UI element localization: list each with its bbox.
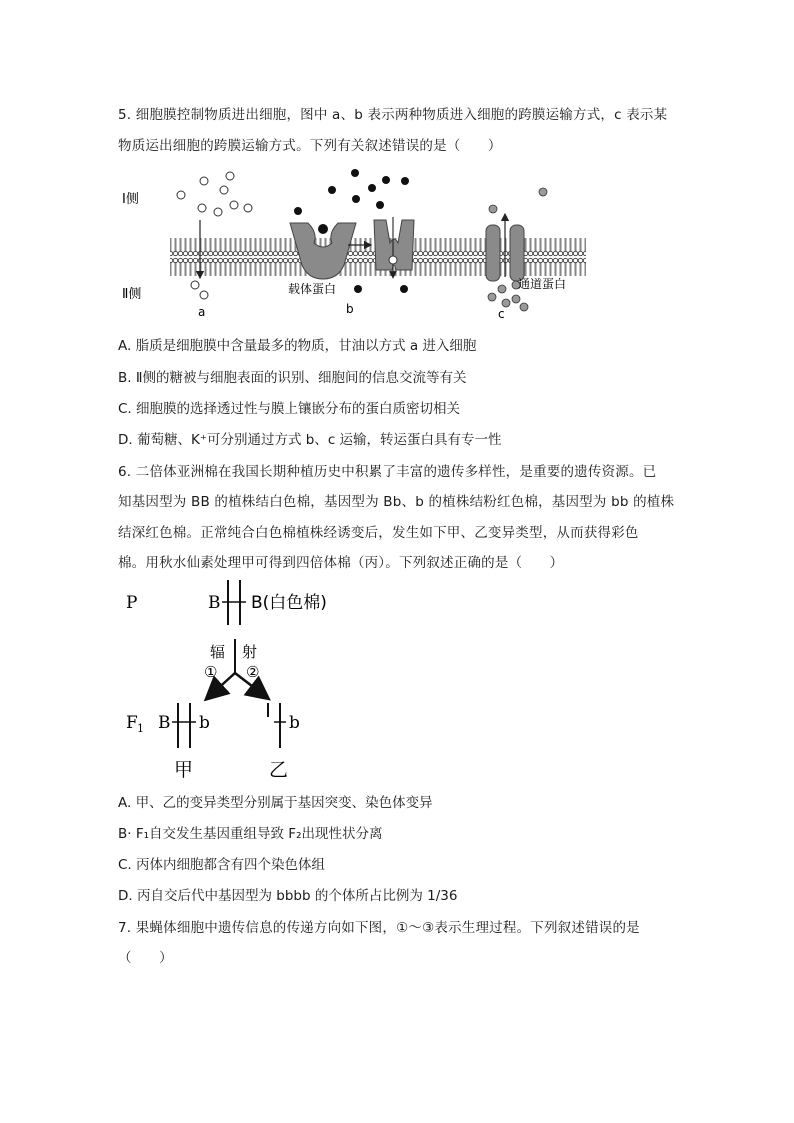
q6-option-c: C. 丙体内细胞都含有四个染色体组 — [118, 857, 326, 873]
path-1-label: ① — [204, 663, 218, 681]
q7-stem-line2: （ ） — [118, 950, 173, 966]
side-2-label: Ⅱ侧 — [122, 287, 142, 302]
q6-option-a: A. 甲、乙的变异类型分别属于基因突变、染色体变异 — [118, 795, 433, 811]
molecules-a-bottom — [191, 281, 208, 299]
q5-stem-line1: 5. 细胞膜控制物质进出细胞，图中 a、b 表示两种物质进入细胞的跨膜运输方式，c 表示某 — [118, 107, 668, 123]
q7-stem-line1: 7. 果蝇体细胞中遗传信息的传递方向如下图，①～③表示生理过程。下列叙述错误的是 — [118, 920, 640, 936]
yi-allele-right: b — [289, 713, 300, 733]
jia-allele-right: b — [199, 713, 210, 733]
radiation-label-1: 辐 — [210, 643, 226, 661]
p-allele-right: B(白色棉) — [251, 593, 327, 613]
q6-option-d: D. 丙自交后代中基因型为 bbbb 的个体所占比例为 1/36 — [118, 888, 458, 904]
q5-option-a: A. 脂质是细胞膜中含量最多的物质，甘油以方式 a 进入细胞 — [118, 338, 477, 354]
path-2-label: ② — [246, 663, 260, 681]
q6-stem-line4: 棉。用秋水仙素处理甲可得到四倍体棉（丙）。下列叙述正确的是（ ） — [118, 555, 564, 571]
side-1-label: Ⅰ侧 — [122, 192, 139, 207]
chromosome-mutation-figure — [118, 575, 378, 785]
q5-option-c: C. 细胞膜的选择透过性与膜上镶嵌分布的蛋白质密切相关 — [118, 401, 461, 417]
molecules-a-top — [177, 172, 252, 216]
channel-protein-left — [486, 225, 500, 281]
label-jia: 甲 — [174, 759, 194, 781]
q6-stem-line1: 6. 二倍体亚洲棉在我国长期种植历史中积累了丰富的遗传多样性，是重要的遗传资源。已 — [118, 464, 657, 480]
q5-option-b: B. Ⅱ侧的糖被与细胞表面的识别、细胞间的信息交流等有关 — [118, 370, 467, 386]
generation-f1: F — [126, 713, 138, 733]
generation-p: P — [126, 593, 138, 613]
carrier-protein-label: 载体蛋白 — [288, 282, 337, 296]
q6-option-b: B· F₁自交发生基因重组导致 F₂出现性状分离 — [118, 826, 383, 842]
label-a: a — [198, 305, 206, 319]
channel-protein-label: 通道蛋白 — [518, 277, 567, 291]
molecules-b-top — [294, 169, 409, 215]
q6-stem-line3: 结深红色棉。正常纯合白色棉植株经诱变后，发生如下甲、乙变异类型，从而获得彩色 — [118, 525, 639, 541]
radiation-label-2: 射 — [242, 643, 258, 661]
p-allele-left: B — [208, 593, 221, 613]
label-b: b — [346, 302, 354, 316]
label-c: c — [498, 307, 505, 320]
channel-protein-right — [510, 225, 524, 281]
membrane-transport-figure — [118, 165, 588, 320]
label-yi: 乙 — [269, 759, 289, 781]
jia-allele-left: B — [158, 713, 171, 733]
q6-stem-line2: 知基因型为 BB 的植株结白色棉，基因型为 Bb、b 的植株结粉红色棉，基因型为 bb 的植株 — [118, 494, 675, 510]
generation-f1-sub: 1 — [137, 722, 144, 735]
molecules-b-bottom — [354, 285, 408, 293]
q5-stem-line2: 物质运出细胞的跨膜运输方式。下列有关叙述错误的是（ ） — [118, 138, 502, 154]
q5-option-d: D. 葡萄糖、K⁺可分别通过方式 b、c 运输，转运蛋白具有专一性 — [118, 432, 502, 448]
